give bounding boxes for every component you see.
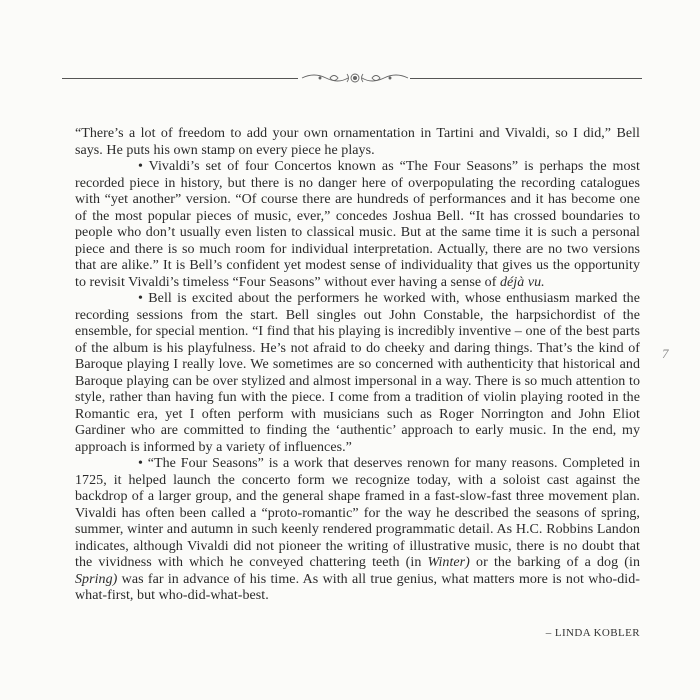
paragraph-2-text: • Vivaldi’s set of four Concertos known as “The Four Seasons” is perhaps the most recorded piece in history, but there is no danger here of overpopulating the recording catalogues with “yet another” version. “Of course there are hundreds of performances and it has become one of the most popular pieces of music, ever,” concedes Joshua Bell. “It has crossed boundaries to people who don’t usually even listen to classical music. But at the same time it is such a personal piece and there is so much room for individual interpretation. Actually, there are no two versions that are alike.” It is Bell’s confident yet modest sense of individuality that gives us the opportunity to revisit Vivaldi’s timeless “Four Seasons” without ever having a sense of [75,159,640,290]
header-rule-right [410,78,642,79]
header-rule-left [62,78,298,79]
paragraph-4-text-c: was far in advance of his time. As with all true genius, what matters more is not who-did-what-first, but who-did-what-best. [75,571,640,603]
paragraph-4-text-a: • “The Four Seasons” is a work that deserves renown for many reasons. Completed in 1725, it helped launch the concerto form we recognize today, with a soloist cast against the backdrop of a larger group, and the general shape framed in a fast-slow-fast three movement plan. Vivaldi has often been called a “proto-romantic” for the way he described the seasons of spring, summer, winter and autumn in such keenly rendered programmatic detail. As H.C. Robbins Landon indicates, although Vivaldi did not pioneer the writing of illustrative music, there is no doubt that the vividness with which he conveyed chattering teeth (in [75,456,640,570]
deja-vu-italic: déjà vu. [499,274,545,290]
paragraph-4-text-b: or the barking of a dog (in [469,555,640,570]
margin-mark: 7 [662,346,669,361]
paragraph-1: “There’s a lot of freedom to add your own ornamentation in Tartini and Vivaldi, so I did,” Bell says. He puts his own stamp on every piece he plays. [75,126,640,158]
paragraph-4 [75,456,640,605]
winter-italic: Winter) [427,555,470,570]
paragraph-3: • Bell is excited about the performers he worked with, whose enthusiasm marked the recording sessions from the start. Bell singles out John Constable, the harpsichordist of the ensemble, for special mention. “I find that his playing is incredibly inventive – one of the best parts of the album is his playfulness. He’s not afraid to do cheeky and daring things. That’s the kind of Baroque playing I really love. We sometimes are so concerned with authenticity that historical and Baroque playing can be over stylized and almost impersonal in a way. There is so much attention to style, rather than having fun with the piece. I come from a tradition of violin playing rooted in the Romantic era, yet I often perform with musicians such as Roger Norrington and John Eliot Gardiner who are committed to finding the ‘authentic’ approach to early music. In the end, my approach is informed by a variety of influences.” [75,291,640,455]
article-body [75,126,640,605]
author-signature: – LINDA KOBLER [545,627,640,639]
paragraph-2 [75,159,640,291]
spring-italic: Spring) [75,571,118,587]
flourish-ornament-icon [300,68,410,88]
